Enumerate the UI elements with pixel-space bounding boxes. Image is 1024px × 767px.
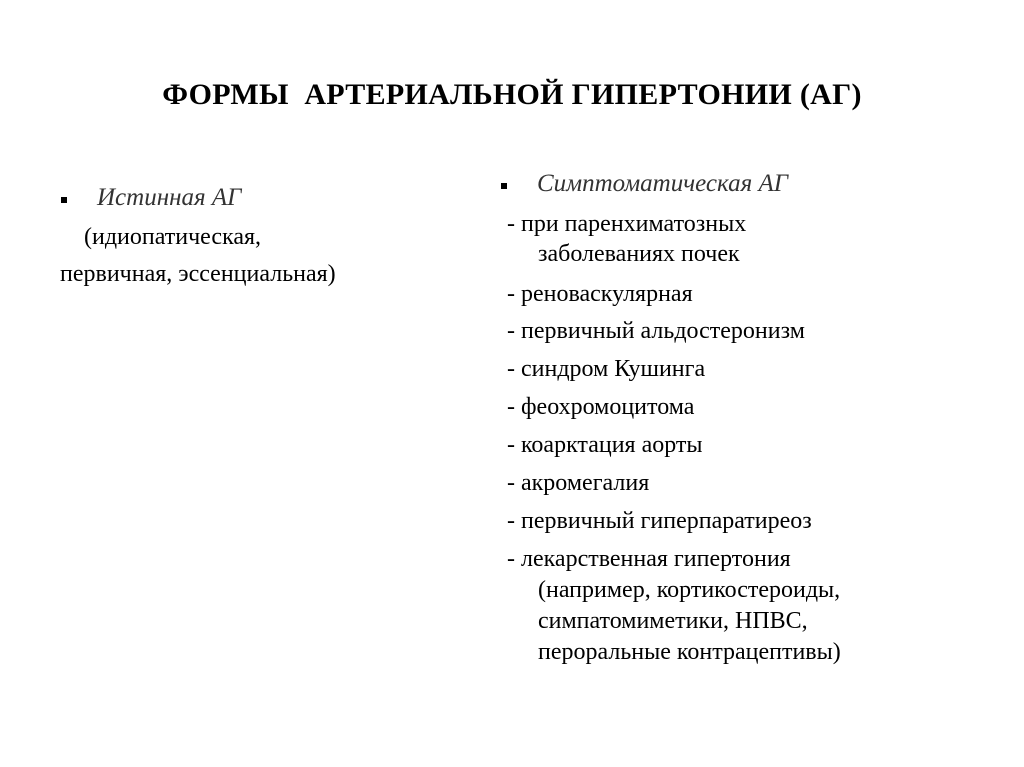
bullet-symptomatic-ah (501, 183, 507, 189)
page-title: ФОРМЫ АРТЕРИАЛЬНОЙ ГИПЕРТОНИИ (АГ) (162, 78, 862, 111)
list-item: - феохромоцитома (507, 394, 695, 420)
list-item: - коарктация аорты (507, 432, 703, 458)
bullet-true-ah (61, 197, 67, 203)
list-item: - первичный альдостеронизм (507, 318, 805, 344)
list-item: симпатомиметики, НПВС, (538, 608, 808, 634)
list-item: заболеваниях почек (538, 241, 740, 267)
list-item: - лекарственная гипертония (507, 546, 791, 572)
left-line: (идиопатическая, (84, 224, 262, 250)
list-item: - акромегалия (507, 470, 650, 496)
list-item: - первичный гиперпаратиреоз (507, 508, 812, 534)
list-item: - синдром Кушинга (507, 356, 706, 382)
list-item: (например, кортикостероиды, (538, 577, 841, 603)
heading-symptomatic-ah: Симптоматическая АГ (537, 170, 788, 197)
heading-true-ah: Истинная АГ (97, 184, 242, 211)
list-item: пероральные контрацептивы) (538, 639, 841, 665)
left-line: первичная, эссенциальная) (60, 261, 336, 287)
list-item: - при паренхиматозных (507, 211, 747, 237)
list-item: - реноваскулярная (507, 281, 693, 307)
